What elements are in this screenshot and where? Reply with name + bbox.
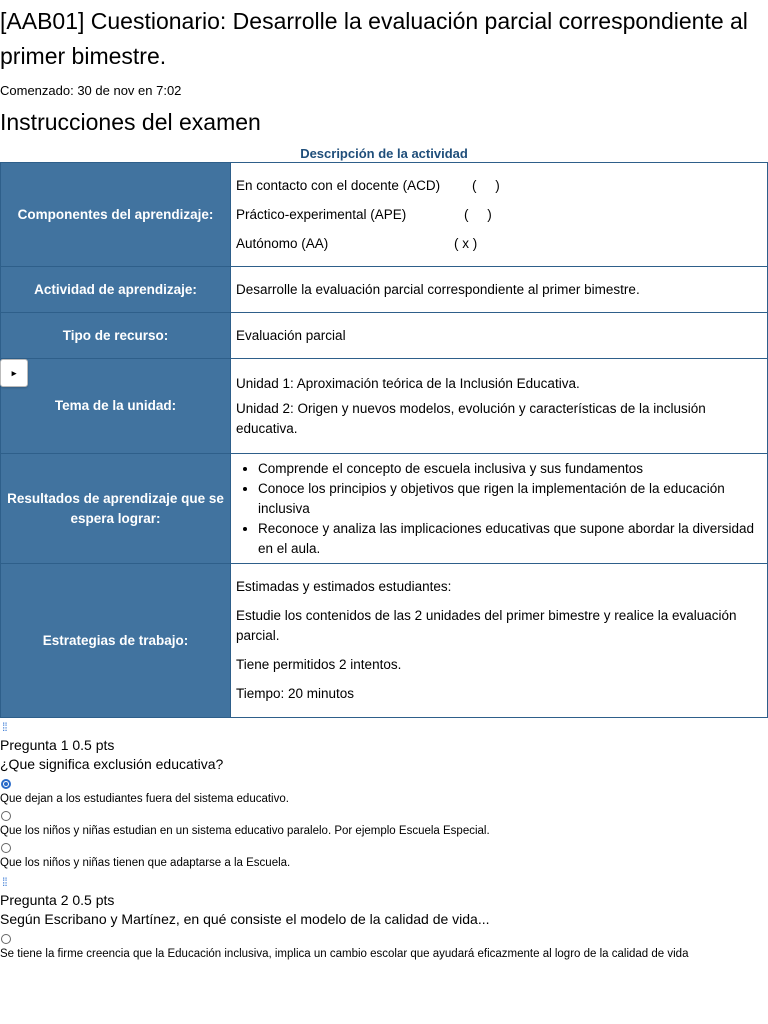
table-row-componentes — [1, 163, 768, 267]
componente-name: Práctico-experimental (APE) — [236, 206, 407, 222]
componente-name: En contacto con el docente (ACD) — [236, 177, 441, 193]
label-resultados: Resultados de aprendizaje que se espera lograr: — [1, 454, 231, 564]
componente-mark: ( x ) — [454, 235, 478, 251]
list-item: • Reconoce y analiza las implicaciones educativas que supone abordar la diversidad en el aula. — [258, 519, 762, 559]
answer-text: Que los niños y niñas tienen que adaptarse a la Escuela. — [0, 857, 291, 869]
table-row-resultados — [1, 454, 768, 564]
answer-text: Que los niños y niñas estudian en un sistema educativo paralelo. Por ejemplo Escuela Especial. — [0, 825, 490, 837]
estrategias-text: Tiene permitidos 2 intentos. — [236, 657, 402, 672]
tipo-text: Evaluación parcial — [236, 327, 346, 343]
answer-option[interactable] — [0, 934, 768, 962]
question-1 — [0, 718, 768, 871]
actividad-text: Desarrolle la evaluación parcial correspondiente al primer bimestre. — [236, 281, 640, 297]
componente-mark: ( ) — [472, 177, 500, 193]
componente-item — [236, 176, 762, 196]
estrategias-text: Tiempo: 20 minutos — [236, 686, 355, 701]
question-2 — [0, 873, 768, 962]
table-row-actividad — [1, 267, 768, 313]
value-estrategias — [231, 564, 768, 718]
label-componentes: Componentes del aprendizaje: — [1, 163, 231, 267]
answer-option[interactable] — [0, 843, 768, 871]
answer-option[interactable] — [0, 811, 768, 839]
expand-arrow-icon[interactable]: ▸ — [0, 359, 28, 387]
list-item: • Conoce los principios y objetivos que rigen la implementación de la educación inclusiva — [258, 479, 762, 519]
started-timestamp: Comenzado: 30 de nov en 7:02 — [0, 83, 182, 98]
value-actividad — [231, 267, 768, 313]
value-componentes — [231, 163, 768, 267]
estrategias-text: Estudie los contenidos de las 2 unidades del primer bimestre y realice la evaluación parcial. — [236, 608, 737, 643]
question-header: Pregunta 1 0.5 pts — [0, 737, 115, 753]
table-row-estrategias — [1, 564, 768, 718]
answer-option[interactable] — [0, 779, 768, 807]
label-tema-cell — [1, 359, 231, 454]
resultados-list — [236, 459, 762, 559]
tema-unidad-2: Unidad 2: Origen y nuevos modelos, evolución y características de la inclusión educativa. — [236, 400, 706, 436]
label-tema: Tema de la unidad: — [54, 398, 177, 413]
radio-button[interactable] — [1, 843, 11, 853]
label-tipo: Tipo de recurso: — [1, 313, 231, 359]
componente-mark: ( ) — [464, 206, 492, 222]
componente-item — [236, 205, 762, 225]
componente-name: Autónomo (AA) — [236, 235, 329, 251]
answer-text: Se tiene la firme creencia que la Educación inclusiva, implica un cambio escolar que ayudará eficazmente al logro de la calidad de vida — [0, 948, 689, 960]
drag-handle-icon[interactable]: ⁞⁞ — [2, 875, 7, 889]
answer-text: Que dejan a los estudiantes fuera del sistema educativo. — [0, 793, 289, 805]
activity-description-table — [0, 162, 768, 718]
instructions-heading: Instrucciones del examen — [0, 109, 261, 135]
list-item: • Comprende el concepto de escuela inclusiva y sus fundamentos — [258, 459, 762, 479]
table-caption: Descripción de la actividad — [300, 146, 468, 161]
estrategias-text: Estimadas y estimados estudiantes: — [236, 579, 452, 594]
question-text: Según Escribano y Martínez, en qué consiste el modelo de la calidad de vida... — [0, 911, 490, 927]
quiz-title: [AAB01] Cuestionario: Desarrolle la evaluación parcial correspondiente al primer bimestre. — [0, 8, 748, 69]
question-text: ¿Que significa exclusión educativa? — [0, 756, 224, 772]
table-row-tipo — [1, 313, 768, 359]
label-actividad: Actividad de aprendizaje: — [1, 267, 231, 313]
value-tipo — [231, 313, 768, 359]
label-estrategias: Estrategias de trabajo: — [1, 564, 231, 718]
value-tema — [231, 359, 768, 454]
radio-button-selected[interactable] — [1, 779, 11, 789]
componente-item — [236, 234, 762, 254]
value-resultados — [231, 454, 768, 564]
table-row-tema — [1, 359, 768, 454]
radio-button[interactable] — [1, 934, 11, 944]
drag-handle-icon[interactable]: ⁞⁞ — [2, 720, 7, 734]
tema-unidad-1: Unidad 1: Aproximación teórica de la Inclusión Educativa. — [236, 375, 580, 391]
question-header: Pregunta 2 0.5 pts — [0, 892, 115, 908]
radio-button[interactable] — [1, 811, 11, 821]
